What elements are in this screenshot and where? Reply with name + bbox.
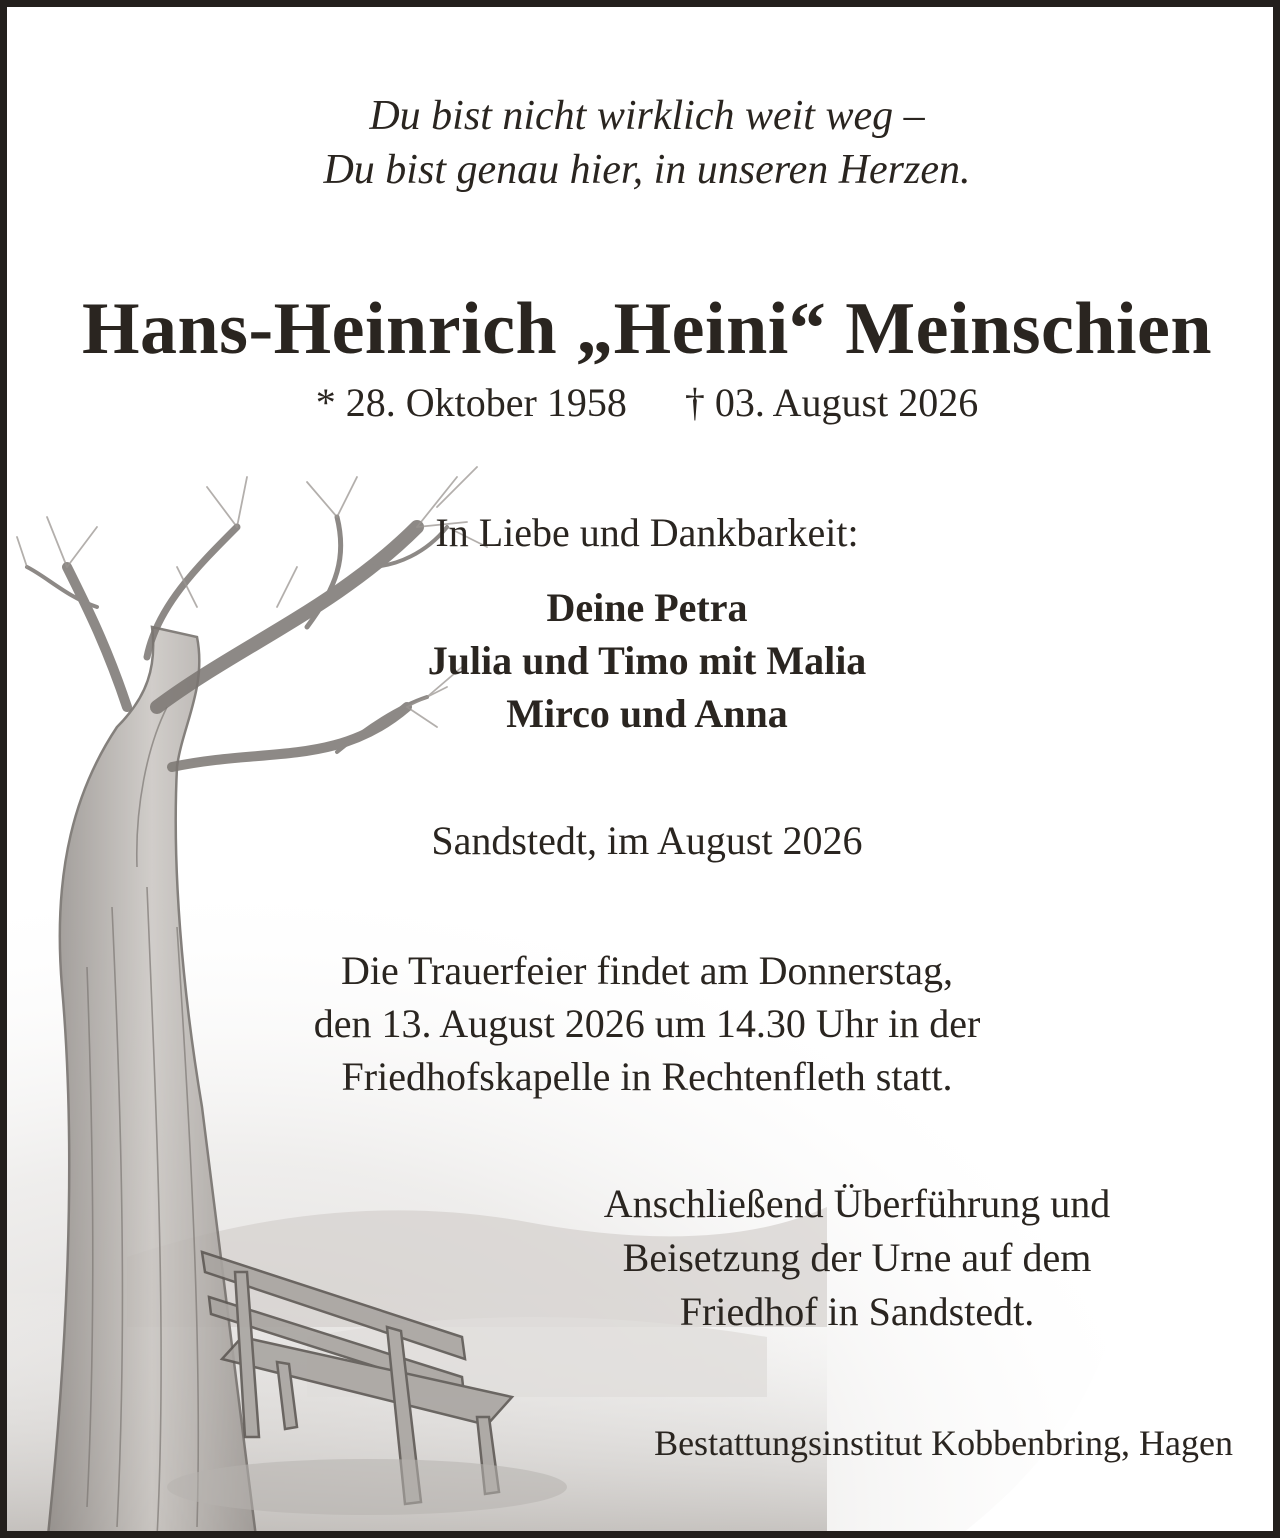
burial-line-1: Anschließend Überführung und [603, 1181, 1111, 1226]
burial-line-2: Beisetzung der Urne auf dem [622, 1235, 1092, 1280]
motto-line-1: Du bist nicht wirklich weit weg – [369, 93, 925, 139]
dedication: In Liebe und Dankbarkeit: [435, 510, 859, 555]
mourner-2: Julia und Timo mit Malia [427, 638, 867, 683]
mourner-1: Deine Petra [546, 585, 748, 630]
service-line-1: Die Trauerfeier findet am Donnerstag, [340, 948, 954, 993]
funeral-home: Bestattungsinstitut Kobbenbring, Hagen [654, 1423, 1233, 1463]
mourner-3: Mirco und Anna [506, 691, 788, 736]
death-date: † 03. August 2026 [684, 380, 979, 425]
birth-date: * 28. Oktober 1958 [315, 380, 627, 425]
deceased-name: Hans-Heinrich „Heini“ Meinschien [81, 288, 1213, 370]
service-line-3: Friedhofskapelle in Rechtenfleth statt. [341, 1054, 953, 1099]
motto-line-2: Du bist genau hier, in unseren Herzen. [323, 147, 971, 193]
burial-line-3: Friedhof in Sandstedt. [679, 1289, 1035, 1334]
place-date: Sandstedt, im August 2026 [431, 818, 863, 863]
service-line-2: den 13. August 2026 um 14.30 Uhr in der [313, 1001, 981, 1046]
life-dates [7, 379, 1280, 427]
